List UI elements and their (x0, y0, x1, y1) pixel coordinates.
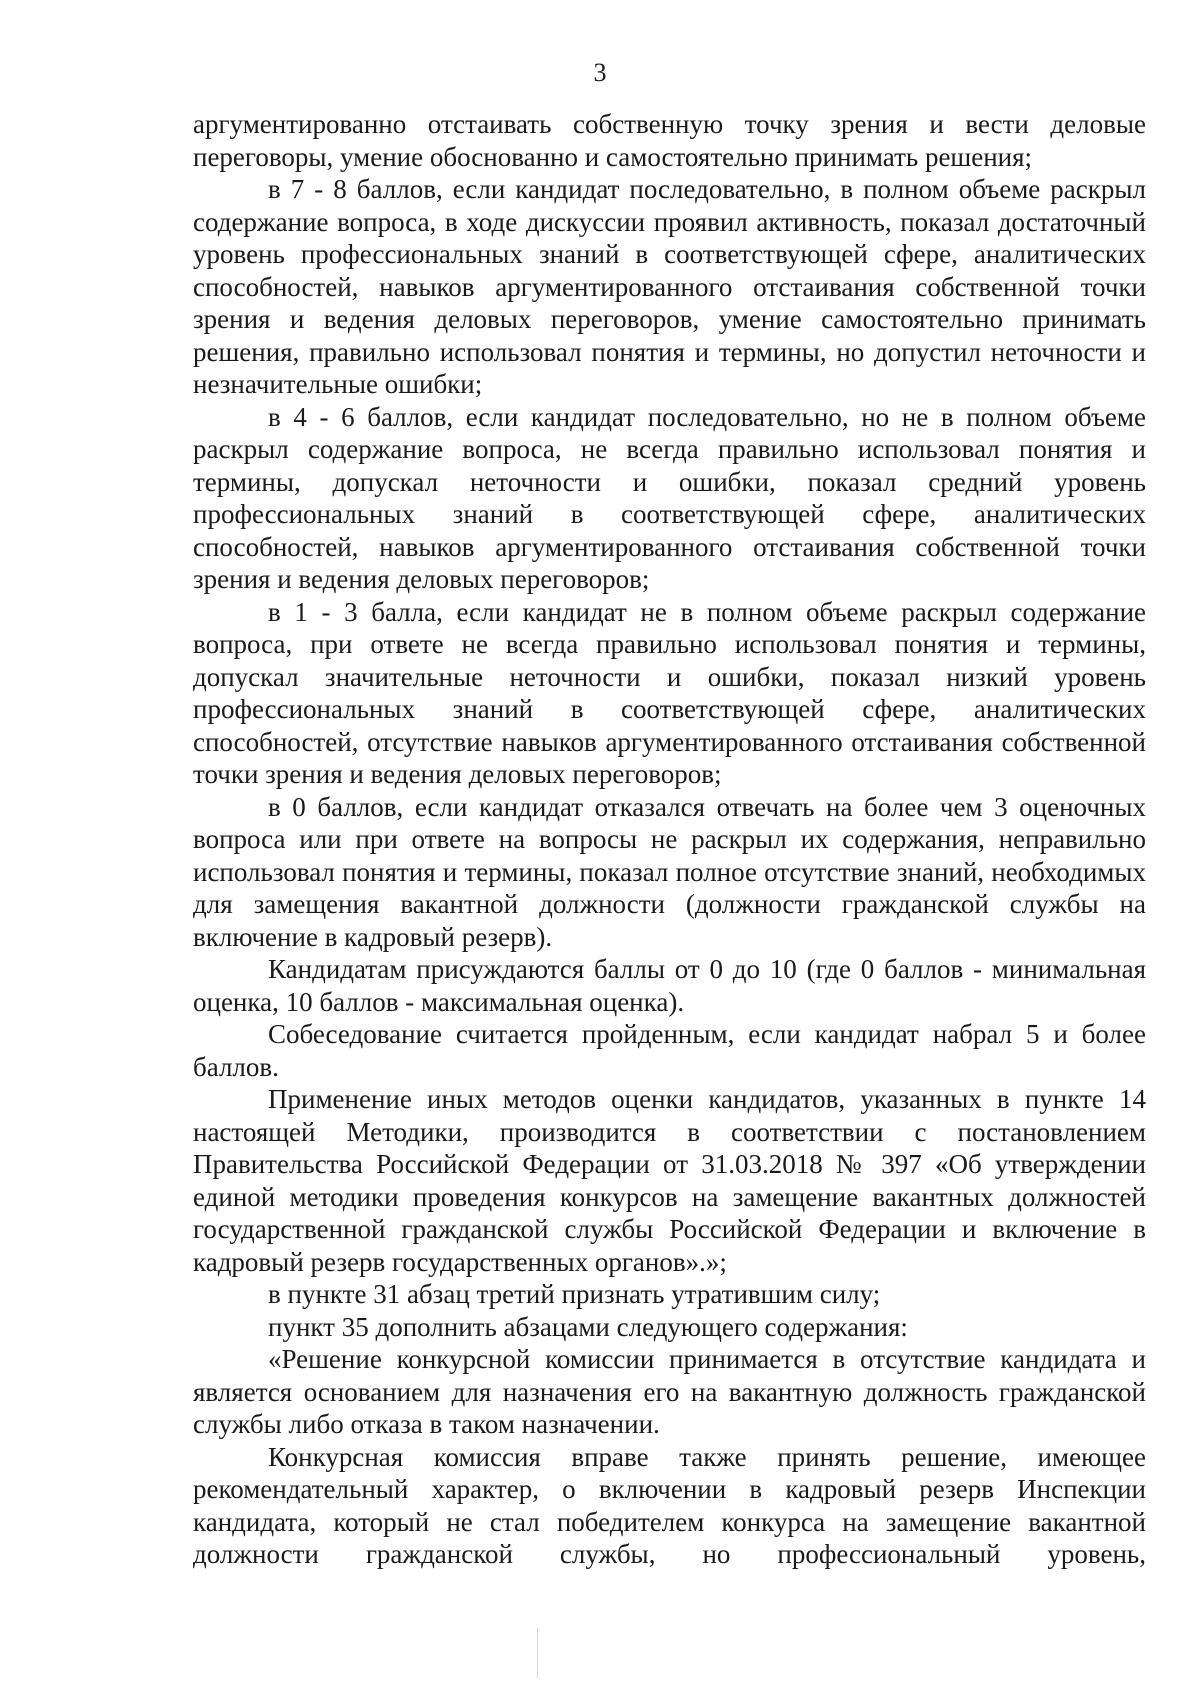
paragraph-score-0: в 0 баллов, если кандидат отказался отвечать на более чем 3 оценочных вопроса или при ответе на вопросы не раскрыл их содержания, неправильно использовал понятия и термины, показал полное отсутствие знаний, необходимых для замещения вакантной должности (должности гражданской службы на включение в кадровый резерв). (193, 791, 1146, 952)
paragraph-clause-35: пункт 35 дополнить абзацами следующего содержания: (268, 1311, 908, 1342)
paragraph-score-4-6: в 4 - 6 баллов, если кандидат последовательно, но не в полном объеме раскрыл содержание вопроса, не всегда правильно использовал понятия и термины, допускал неточности и ошибки, показал средний уровень профессиональных знаний в соответствующей сфере, аналитических способностей, навыков аргументированного отстаивания собственной точки зрения и ведения деловых переговоров; (193, 401, 1146, 594)
paragraph-reserve-recommendation: Конкурсная комиссия вправе также принять решение, имеющее рекомендательный характер, о включении в кадровый резерв Инспекции кандидата, который не стал победителем конкурса на замещение вакантной должности гражданской службы, но профессиональный уровень, (193, 1441, 1146, 1569)
paragraph-score-1-3: в 1 - 3 балла, если кандидат не в полном объеме раскрыл содержание вопроса, при ответе не всегда правильно использовал понятия и термины, допускал значительные неточности и ошибки, показал низкий уровень профессиональных знаний в соответствующей сфере, аналитических способностей, отсутствие навыков аргументированного отстаивания собственной точки зрения и ведения деловых переговоров; (193, 596, 1146, 789)
page-number: 3 (593, 58, 607, 87)
paragraph-other-methods: Применение иных методов оценки кандидатов, указанных в пункте 14 настоящей Методики, производится в соответствии с постановлением Правительства Российской Федерации от 31.03.2018 № 397 «Об утверждении единой методики проведения конкурсов на замещение вакантных должностей государственной гражданской службы Российской Федерации и включение в кадровый резерв государственных органов».»; (193, 1084, 1146, 1277)
paragraph-clause-31: в пункте 31 абзац третий признать утратившим силу; (268, 1279, 881, 1309)
scan-mark (537, 1628, 538, 1678)
paragraph-commission-decision: «Решение конкурсной комиссии принимается в отсутствие кандидата и является основанием для назначения его на вакантную должность гражданской службы либо отказа в таком назначении. (193, 1344, 1146, 1439)
paragraph-score-7-8: в 7 - 8 баллов, если кандидат последовательно, в полном объеме раскрыл содержание вопроса, в ходе дискуссии проявил активность, показал достаточный уровень профессиональных знаний в соответствующей сфере, аналитических способностей, навыков аргументированного отстаивания собственной точки зрения и ведения деловых переговоров, умение самостоятельно принимать решения, правильно использовал понятия и термины, но допустил неточности и незначительные ошибки; (193, 174, 1146, 399)
paragraph-continuation: аргументированно отстаивать собственную точку зрения и вести деловые переговоры, умение обоснованно и самостоятельно принимать решения; (193, 109, 1146, 172)
document-body (193, 108, 1146, 1571)
paragraph-score-range: Кандидатам присуждаются баллы от 0 до 10 (где 0 баллов - минимальная оценка, 10 баллов - максимальная оценка). (193, 954, 1146, 1017)
paragraph-interview-passed: Собеседование считается пройденным, если кандидат набрал 5 и более баллов. (193, 1019, 1146, 1082)
